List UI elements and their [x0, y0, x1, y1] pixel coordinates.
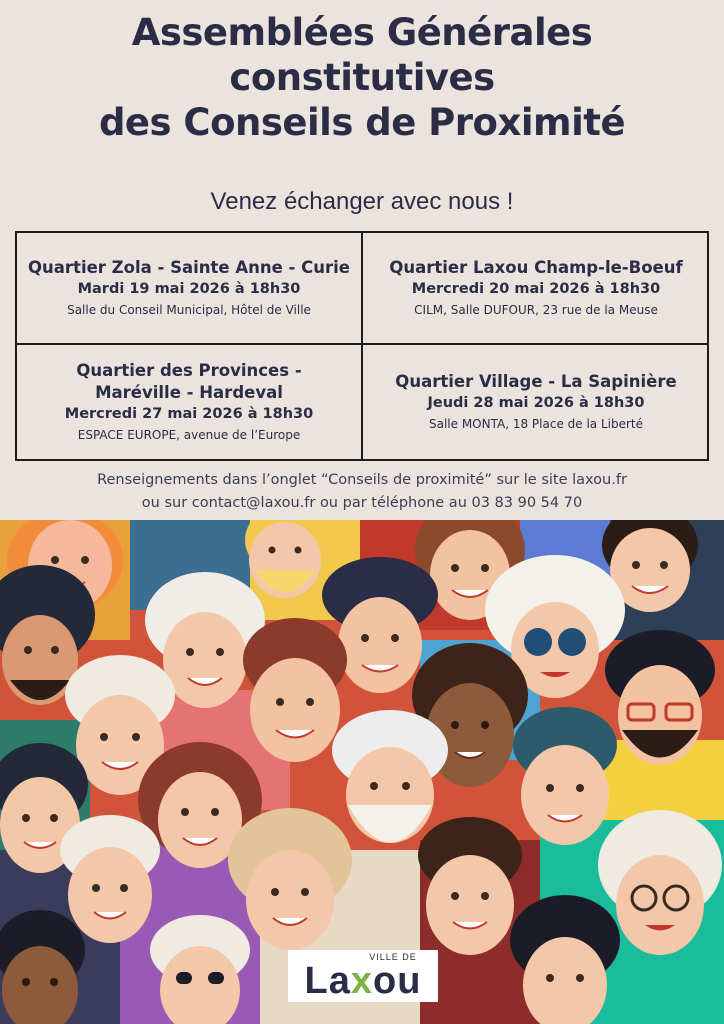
meeting-cell-village [363, 345, 709, 459]
face-22 [0, 910, 85, 1024]
meeting-name: Quartier Village - La Sapinière [395, 371, 677, 391]
logo-x: x [350, 959, 374, 1002]
meeting-place: Salle MONTA, 18 Place de la Liberté [428, 416, 643, 431]
meeting-place: CILM, Salle DUFOUR, 23 rue de la Meuse [414, 302, 658, 317]
face-9 [243, 618, 347, 762]
logo-la: La [304, 959, 351, 1002]
contact-info [0, 469, 724, 515]
ville-de-laxou-logo [288, 950, 438, 1002]
meetings-table [15, 231, 709, 461]
meeting-date: Mercredi 27 mai 2026 à 18h30 [64, 405, 314, 422]
meeting-cell-champ-le-boeuf [363, 233, 709, 345]
title-line-3: des Conseils de Proximité [98, 101, 626, 144]
logo-laxou-wordmark [304, 959, 422, 1002]
meeting-date: Mercredi 20 mai 2026 à 18h30 [411, 280, 661, 297]
meeting-name-line-2: Maréville - Hardeval [95, 382, 283, 402]
meeting-name-line-1: Quartier des Provinces - [76, 360, 302, 380]
crowd-faces-graphic [0, 520, 724, 1024]
contact-info-line-2: ou sur contact@laxou.fr ou par téléphone au 03 83 90 54 70 [141, 495, 583, 511]
face-21 [150, 915, 250, 1024]
meeting-cell-provinces [17, 345, 363, 459]
meeting-cell-zola [17, 233, 363, 345]
meeting-name: Quartier Zola - Sainte Anne - Curie [28, 257, 350, 277]
logo-ou: ou [373, 959, 422, 1002]
title-line-2: constitutives [229, 56, 495, 99]
meeting-place: ESPACE EUROPE, avenue de l’Europe [77, 427, 301, 442]
crowd-illustration [0, 520, 724, 1024]
meeting-place: Salle du Conseil Municipal, Hôtel de Ville [67, 302, 311, 317]
meeting-name: Quartier Laxou Champ-le-Boeuf [389, 257, 683, 277]
poster-title [0, 10, 724, 145]
logo-ville-de: VILLE DE [369, 951, 417, 962]
meeting-date: Jeudi 28 mai 2026 à 18h30 [427, 394, 645, 411]
meeting-date: Mardi 19 mai 2026 à 18h30 [77, 280, 301, 297]
title-line-1: Assemblées Générales [131, 11, 593, 54]
meeting-name [76, 360, 301, 404]
subtitle: Venez échanger avec nous ! [210, 188, 514, 215]
contact-info-line-1: Renseignements dans l’onglet “Conseils de proximité” sur le site laxou.fr [97, 472, 627, 488]
